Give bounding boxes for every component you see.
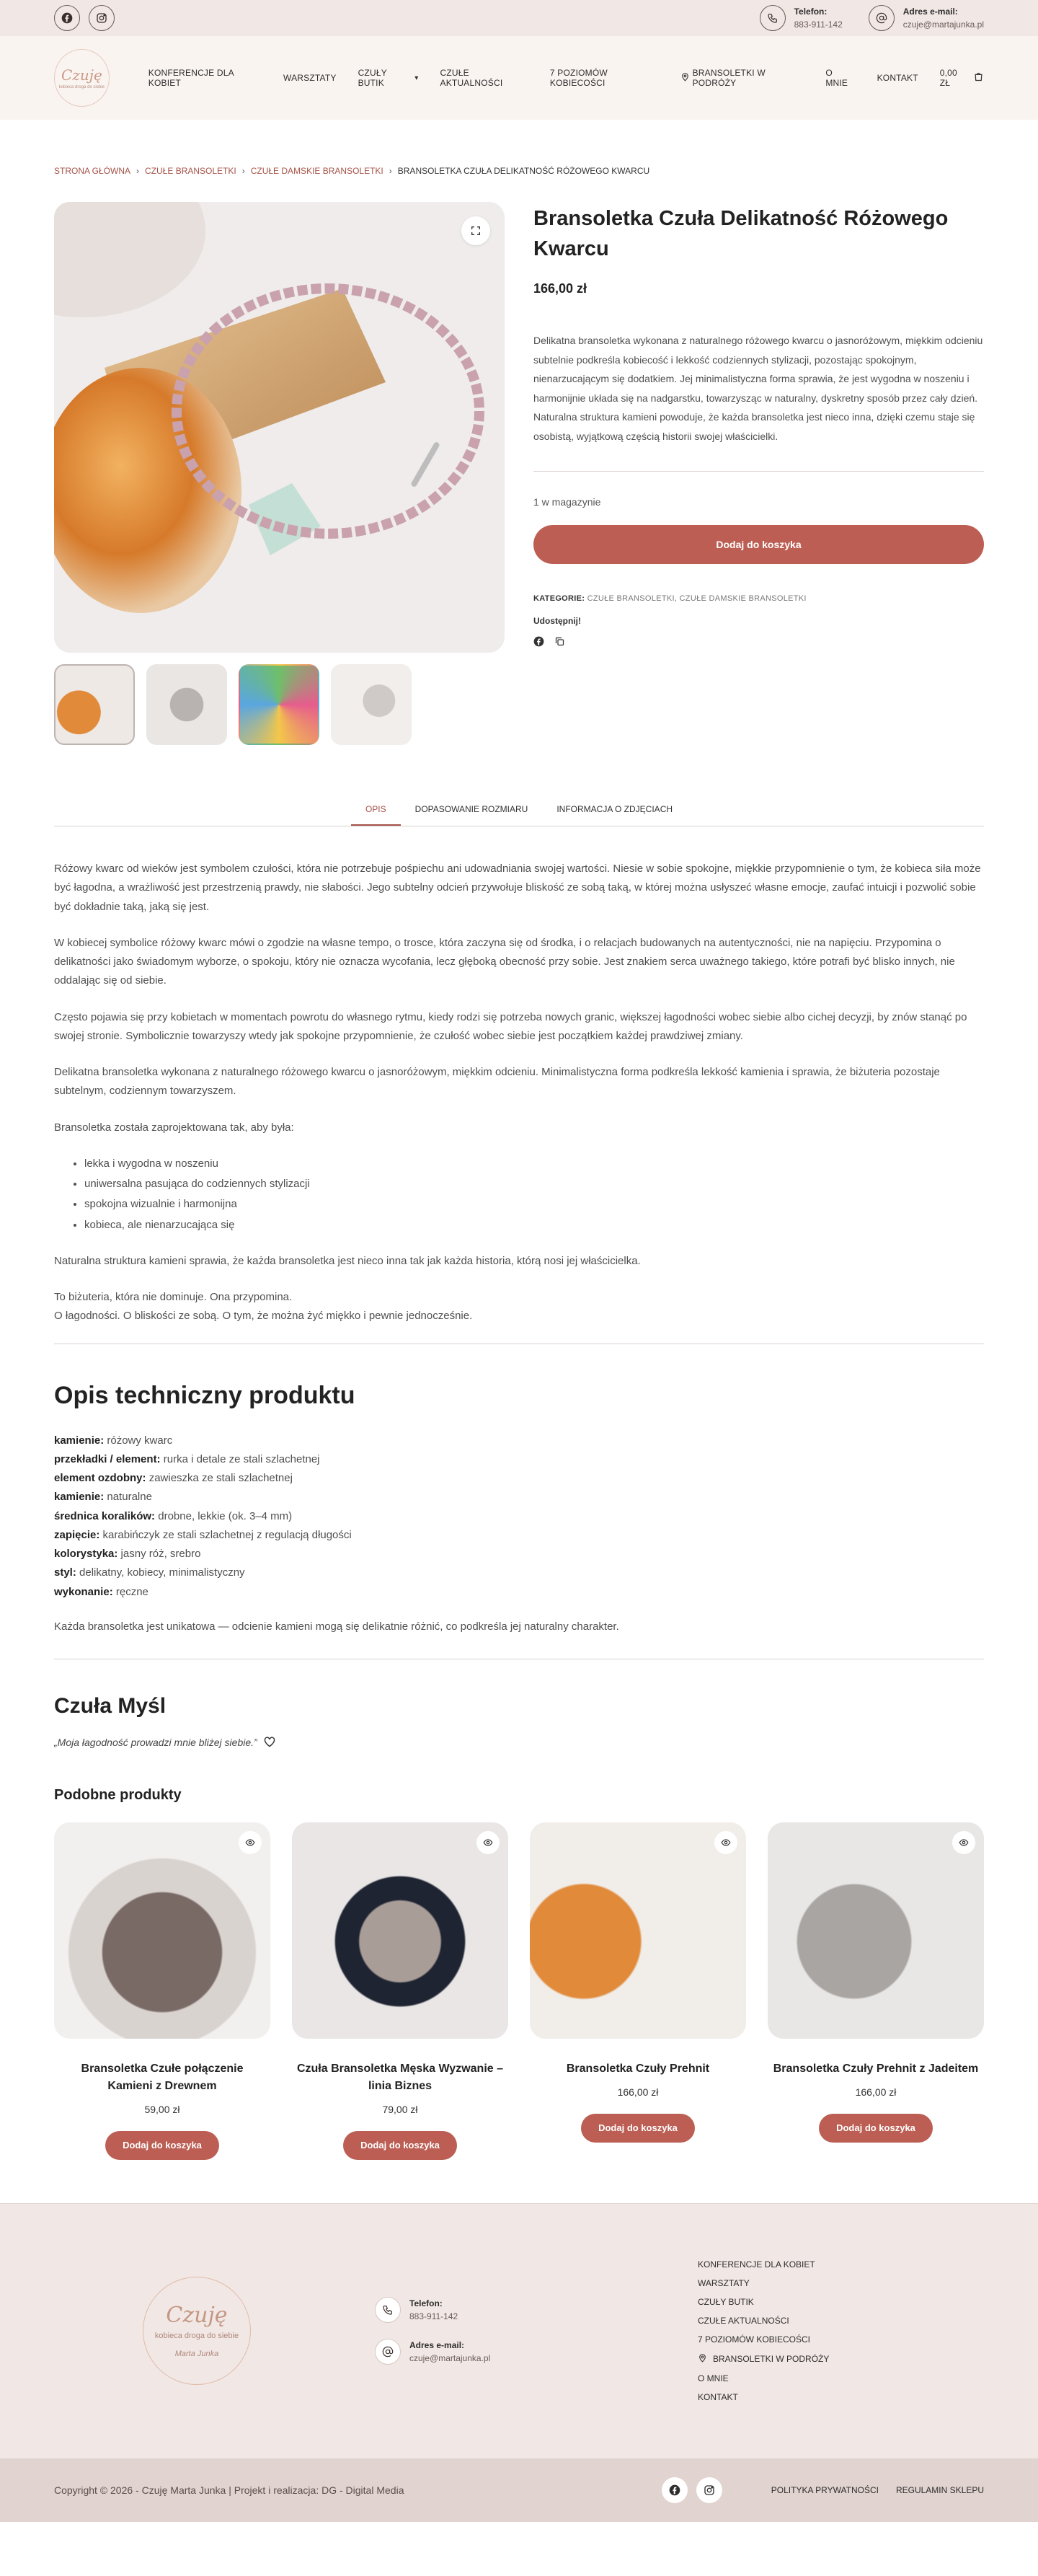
tab-opis[interactable]: OPIS — [351, 804, 401, 826]
eye-icon[interactable] — [714, 1831, 737, 1854]
nav-o-mnie[interactable]: O MNIE — [825, 68, 848, 88]
spec-value: drobne, lekkie (ok. 3–4 mm) — [158, 1509, 293, 1522]
spec-value: rurka i detale ze stali szlachetnej — [163, 1452, 320, 1465]
phone-label: Telefon: — [409, 2298, 443, 2309]
copy-link-icon[interactable] — [554, 636, 565, 650]
spec-key: kolorystyka: — [54, 1548, 118, 1560]
chevron-right-icon: › — [389, 166, 392, 176]
categories-links[interactable]: CZUŁE BRANSOLETKI, CZUŁE DAMSKIE BRANSOLETKI — [587, 594, 807, 603]
product-card-image[interactable] — [768, 1822, 984, 2039]
product-title: Bransoletka Czuła Delikatność Różowego Kwarcu — [533, 207, 949, 261]
copyright: Copyright © 2026 - Czuję Marta Junka | Projekt i realizacja: DG - Digital Media — [54, 2484, 404, 2496]
social-links — [54, 5, 115, 31]
spec-row — [54, 1563, 984, 1582]
chevron-right-icon: › — [136, 166, 140, 176]
footer-link[interactable]: 7 POZIOMÓW KOBIECOŚCI — [698, 2334, 811, 2345]
footer-logo-sign: Marta Junka — [174, 2349, 219, 2358]
spec-value: różowy kwarc — [107, 1434, 173, 1447]
product-card-name[interactable]: Bransoletka Czuły Prehnit z Jadeitem — [773, 2062, 979, 2075]
nav-warsztaty[interactable]: WARSZTATY — [283, 73, 337, 83]
product-main-image[interactable] — [54, 202, 505, 653]
nav-butik[interactable] — [358, 68, 419, 88]
product-gallery — [54, 202, 505, 745]
quote-text: „Moja łagodność prowadzi mnie bliżej siebie.” — [54, 1737, 257, 1749]
site-header — [0, 36, 1038, 120]
list-item: • kobieca, ale nienarzucająca się — [84, 1216, 984, 1235]
product-categories — [533, 594, 984, 603]
footer-link[interactable]: CZUŁY BUTIK — [698, 2297, 754, 2308]
chevron-right-icon: › — [241, 166, 245, 176]
mysl-quote — [54, 1736, 984, 1750]
phone-contact[interactable] — [760, 5, 843, 31]
nav-aktualnosci[interactable]: CZUŁE AKTUALNOŚCI — [440, 68, 503, 88]
product-card-price: 79,00 zł — [382, 2103, 418, 2115]
spec-key: średnica koralików: — [54, 1509, 156, 1522]
top-bar — [0, 0, 1038, 36]
facebook-icon[interactable] — [662, 2477, 688, 2503]
spec-value: jasny róż, srebro — [120, 1548, 201, 1560]
add-to-cart-button[interactable]: Dodaj do koszyka — [533, 525, 984, 564]
eye-icon[interactable] — [239, 1831, 262, 1854]
spec-value: delikatny, kobiecy, minimalistyczny — [79, 1566, 245, 1579]
map-pin-icon — [698, 2353, 707, 2365]
footer-link[interactable]: KONTAKT — [698, 2392, 738, 2403]
footer-link[interactable]: O MNIE — [698, 2373, 729, 2384]
description-paragraph: W kobiecej symbolice różowy kwarc mówi o zgodzie na własne tempo, o trosce, która zaczyna się od środka, i o relacjach budowanych na autentyczności, nie na napięciu. Przypomina o delikatności jako świadomym wyborze, o spokoju, który nie oznacza wycofania, lecz głęboką obecność przy sobie. Jest znakiem serca uważnego takiego, które potrafi być blisko innych, nie oddalając się od siebie. — [54, 936, 955, 987]
czula-mysl-section — [0, 1659, 1038, 1750]
stock-status: 1 w magazynie — [533, 495, 601, 508]
description-closing — [54, 1288, 984, 1326]
eye-icon[interactable] — [476, 1831, 500, 1854]
product-card — [54, 1822, 270, 2160]
bottom-bar — [0, 2458, 1038, 2522]
facebook-icon[interactable] — [54, 5, 80, 31]
description-paragraph: Delikatna bransoletka wykonana z naturalnego różowego kwarcu o jasnoróżowym, miękkim odcieniu. Minimalistyczna forma podkreśla lekkość kamienia i sprawia, że biżuteria pozostaje subtelnym, codziennym towarzyszem. — [54, 1066, 940, 1098]
footer-link[interactable]: CZUŁE AKTUALNOŚCI — [698, 2316, 789, 2326]
spec-key: kamienie: — [54, 1434, 105, 1447]
facebook-share-icon[interactable] — [533, 636, 544, 650]
footer-logo-tagline: kobieca droga do siebie — [154, 2332, 239, 2341]
spec-key: element ozdobny: — [54, 1472, 146, 1484]
mysl-title: Czuła Myśl — [54, 1693, 167, 1718]
product-card-price: 166,00 zł — [617, 2086, 659, 2098]
email-value[interactable]: czuje@martajunka.pl — [409, 2353, 491, 2364]
spec-key: zapięcie: — [54, 1528, 100, 1541]
add-to-cart-button[interactable]: Dodaj do koszyka — [819, 2114, 933, 2143]
description-paragraph: Często pojawia się przy kobietach w momentach powrotu do własnego rytmu, kiedy rodzi się potrzeba nowych granic, większej łagodności wobec siebie albo cichej decyzji, by znów stanąć po swojej stronie. Symbolicznie towarzyszy wtedy jak spokojne przypomnienie, że czułość wobec siebie jest początkiem każdej prawdziwej zmiany. — [54, 1010, 967, 1042]
product-info — [533, 202, 984, 745]
instagram-icon[interactable] — [696, 2477, 722, 2503]
cart-link[interactable] — [940, 68, 984, 88]
breadcrumb-subcategory[interactable]: CZUŁE DAMSKIE BRANSOLETKI — [250, 166, 383, 176]
footer-link-bransoletki[interactable] — [698, 2353, 829, 2365]
product-tabs — [54, 804, 984, 826]
cart-icon — [973, 71, 984, 84]
footer-link[interactable]: KONFERENCJE DLA KOBIET — [698, 2259, 815, 2270]
nav-bransoletki-label: BRANSOLETKI W PODRÓŻY — [692, 68, 766, 88]
nav-bransoletki-w-podrozy[interactable] — [680, 68, 804, 88]
bottom-links — [662, 2477, 984, 2503]
product-card — [292, 1822, 508, 2160]
similar-products — [0, 1750, 1038, 2160]
footer-menu — [698, 2259, 829, 2402]
top-contacts — [760, 5, 984, 31]
footer-logo[interactable] — [143, 2277, 251, 2385]
fullscreen-icon[interactable] — [461, 216, 490, 245]
list-item: • spokojna wizualnie i harmonijna — [84, 1195, 984, 1214]
phone-icon — [375, 2297, 401, 2323]
email-contact[interactable] — [869, 5, 984, 31]
nav-7-poziomow[interactable]: 7 POZIOMÓW KOBIECOŚCI — [549, 68, 608, 88]
closing-line-2: O łagodności. O bliskości ze sobą. O tym, że można żyć miękko i pewnie jednocześnie. — [54, 1310, 473, 1323]
spec-row — [54, 1469, 984, 1488]
description-paragraph: Bransoletka została zaprojektowana tak, aby była: — [54, 1121, 294, 1134]
product-card-price: 166,00 zł — [855, 2086, 897, 2098]
logo-text: Czuję — [61, 66, 102, 84]
product-card-name[interactable]: Czuła Bransoletka Męska Wyzwanie – linia Biznes — [296, 2062, 504, 2092]
privacy-link[interactable]: POLITYKA PRYWATNOŚCI — [771, 2484, 879, 2495]
product-card-image[interactable] — [54, 1822, 270, 2039]
phone-label: Telefon: — [794, 6, 828, 17]
share-icons — [533, 636, 984, 650]
footer-phone[interactable] — [375, 2297, 698, 2323]
product-card-image[interactable] — [530, 1822, 746, 2039]
add-to-cart-button[interactable]: Dodaj do koszyka — [343, 2131, 457, 2160]
thumbnail-2[interactable] — [146, 664, 227, 745]
terms-link[interactable]: REGULAMIN SKLEPU — [895, 2484, 984, 2495]
phone-value[interactable]: 883-911-142 — [409, 2311, 458, 2322]
divider — [533, 471, 984, 472]
footer-email[interactable] — [375, 2339, 698, 2365]
site-footer — [0, 2203, 1038, 2458]
thumbnail-1[interactable] — [54, 664, 135, 745]
at-icon — [375, 2339, 401, 2365]
spec-key: przekładki / element: — [54, 1452, 161, 1465]
cart-total: 0,00 ZŁ — [939, 68, 957, 88]
heart-icon — [263, 1736, 276, 1750]
instagram-icon[interactable] — [89, 5, 115, 31]
product-card-price: 59,00 zł — [144, 2103, 180, 2115]
chevron-down-icon: ▾ — [414, 74, 419, 82]
description-paragraph: Różowy kwarc od wieków jest symbolem czułości, która nie potrzebuje pośpiechu ani udowadniania swojej wartości. Niesie w sobie spokojne, miękkie przypomnienie o tym, że kobieca siła może być łagodna, a wrażliwość jest przestrzenią prawdy, nie słabości. Jego subtelny odcień przywołuje bliskość ze sobą taką, w której można usłyszeć własne emocje, zaufać intuicji i pozwolić sobie być dokładnie taką, jaką się jest. — [54, 863, 981, 913]
breadcrumb — [0, 120, 1038, 176]
thumbnail-3[interactable] — [239, 664, 319, 745]
email-label: Adres e-mail: — [902, 6, 958, 17]
spec-value: karabińczyk ze stali szlachetnej z regulacją długości — [102, 1528, 352, 1541]
tech-note: Każda bransoletka jest unikatowa — odcienie kamieni mogą się delikatnie różnić, co podkreśla jej naturalny charakter. — [54, 1620, 619, 1633]
categories-label: KATEGORIE: — [533, 594, 585, 603]
add-to-cart-button[interactable]: Dodaj do koszyka — [581, 2114, 695, 2143]
feature-list — [84, 1155, 984, 1235]
product-card — [530, 1822, 746, 2160]
spec-key: wykonanie: — [54, 1585, 113, 1598]
spec-value: ręczne — [115, 1585, 148, 1598]
tab-dopasowanie[interactable]: DOPASOWANIE ROZMIARU — [414, 804, 528, 814]
product-card — [768, 1822, 984, 2160]
add-to-cart-button[interactable]: Dodaj do koszyka — [105, 2131, 219, 2160]
tech-specs — [0, 1344, 1038, 1633]
share-label: Udostępnij! — [533, 615, 581, 626]
nav-butik-label: CZUŁY BUTIK — [358, 68, 387, 88]
spec-key: kamienie: — [54, 1491, 105, 1504]
thumbnail-strip — [54, 664, 505, 745]
logo-tagline: kobieca droga do siebie — [58, 85, 105, 89]
site-logo[interactable] — [54, 49, 110, 107]
tech-title: Opis techniczny produktu — [54, 1381, 355, 1409]
phone-value[interactable]: 883-911-142 — [794, 19, 843, 30]
spec-row — [54, 1488, 984, 1507]
description-content — [0, 826, 1038, 1326]
product-short-description: Delikatna bransoletka wykonana z naturalnego różowego kwarcu o jasnoróżowym, miękkim odcieniu subtelnie podkreśla kobiecość i lekkość codziennych stylizacji, pozostając spokojnym, nienarzucającym się dodatkiem. Jej minimalistyczna forma sprawia, że jest wygodna w noszeniu i harmonijnie układa się na nadgarstku, towarzysząc w naturalny, dyskretny sposób przez cały dzień. Naturalna struktura kamieni powoduje, że każda bransoletka jest nieco inna, dzięki czemu staje się osobistą, wyjątkową częścią historii swojej właścicielki. — [533, 335, 983, 443]
spec-row — [54, 1450, 984, 1469]
product-price: 166,00 zł — [533, 281, 587, 296]
footer-logo-text: Czuję — [166, 2303, 228, 2329]
closing-line-1: To biżuteria, która nie dominuje. Ona przypomina. — [54, 1291, 293, 1303]
product-card-image[interactable] — [292, 1822, 508, 2039]
description-paragraph: Naturalna struktura kamieni sprawia, że każda bransoletka jest nieco inna tak jak każda historia, którą nosi jej właścicielka. — [54, 1254, 641, 1267]
spec-row — [54, 1526, 984, 1545]
spec-value: zawieszka ze stali szlachetnej — [148, 1472, 293, 1484]
email-label: Adres e-mail: — [409, 2340, 465, 2351]
spec-value: naturalne — [107, 1491, 152, 1504]
list-item: • uniwersalna pasująca do codziennych stylizacji — [84, 1175, 984, 1194]
breadcrumb-category[interactable]: CZUŁE BRANSOLETKI — [145, 166, 236, 176]
product-card-name[interactable]: Bransoletka Czułe połączenie Kamieni z Drewnem — [81, 2062, 244, 2092]
thumbnail-4[interactable] — [331, 664, 412, 745]
footer-contacts — [375, 2297, 698, 2365]
tab-informacja[interactable]: INFORMACJA O ZDJĘCIACH — [556, 804, 673, 814]
spec-row — [54, 1583, 984, 1602]
product-card-name[interactable]: Bransoletka Czuły Prehnit — [566, 2062, 710, 2075]
spec-key: styl: — [54, 1566, 76, 1579]
breadcrumb-home[interactable]: STRONA GŁÓWNA — [54, 166, 131, 176]
footer-link[interactable]: WARSZTATY — [698, 2278, 750, 2289]
breadcrumb-current: BRANSOLETKA CZUŁA DELIKATNOŚĆ RÓŻOWEGO KWARCU — [397, 166, 650, 176]
email-value[interactable]: czuje@martajunka.pl — [902, 19, 984, 30]
list-item: • lekka i wygodna w noszeniu — [84, 1155, 984, 1173]
map-pin-icon — [680, 72, 690, 84]
footer-link-label: BRANSOLETKI W PODRÓŻY — [713, 2354, 830, 2365]
main-nav — [148, 68, 984, 88]
spec-row — [54, 1545, 984, 1563]
nav-kontakt[interactable]: KONTAKT — [877, 73, 918, 83]
at-icon — [869, 5, 895, 31]
spec-row — [54, 1507, 984, 1526]
product-section — [0, 176, 1038, 745]
footer-socials — [662, 2477, 722, 2503]
product-grid — [54, 1822, 984, 2160]
spec-row — [54, 1432, 984, 1450]
phone-icon — [760, 5, 786, 31]
similar-title: Podobne produkty — [54, 1786, 182, 1803]
eye-icon[interactable] — [952, 1831, 975, 1854]
nav-konferencje[interactable]: KONFERENCJE DLA KOBIET — [148, 68, 234, 88]
